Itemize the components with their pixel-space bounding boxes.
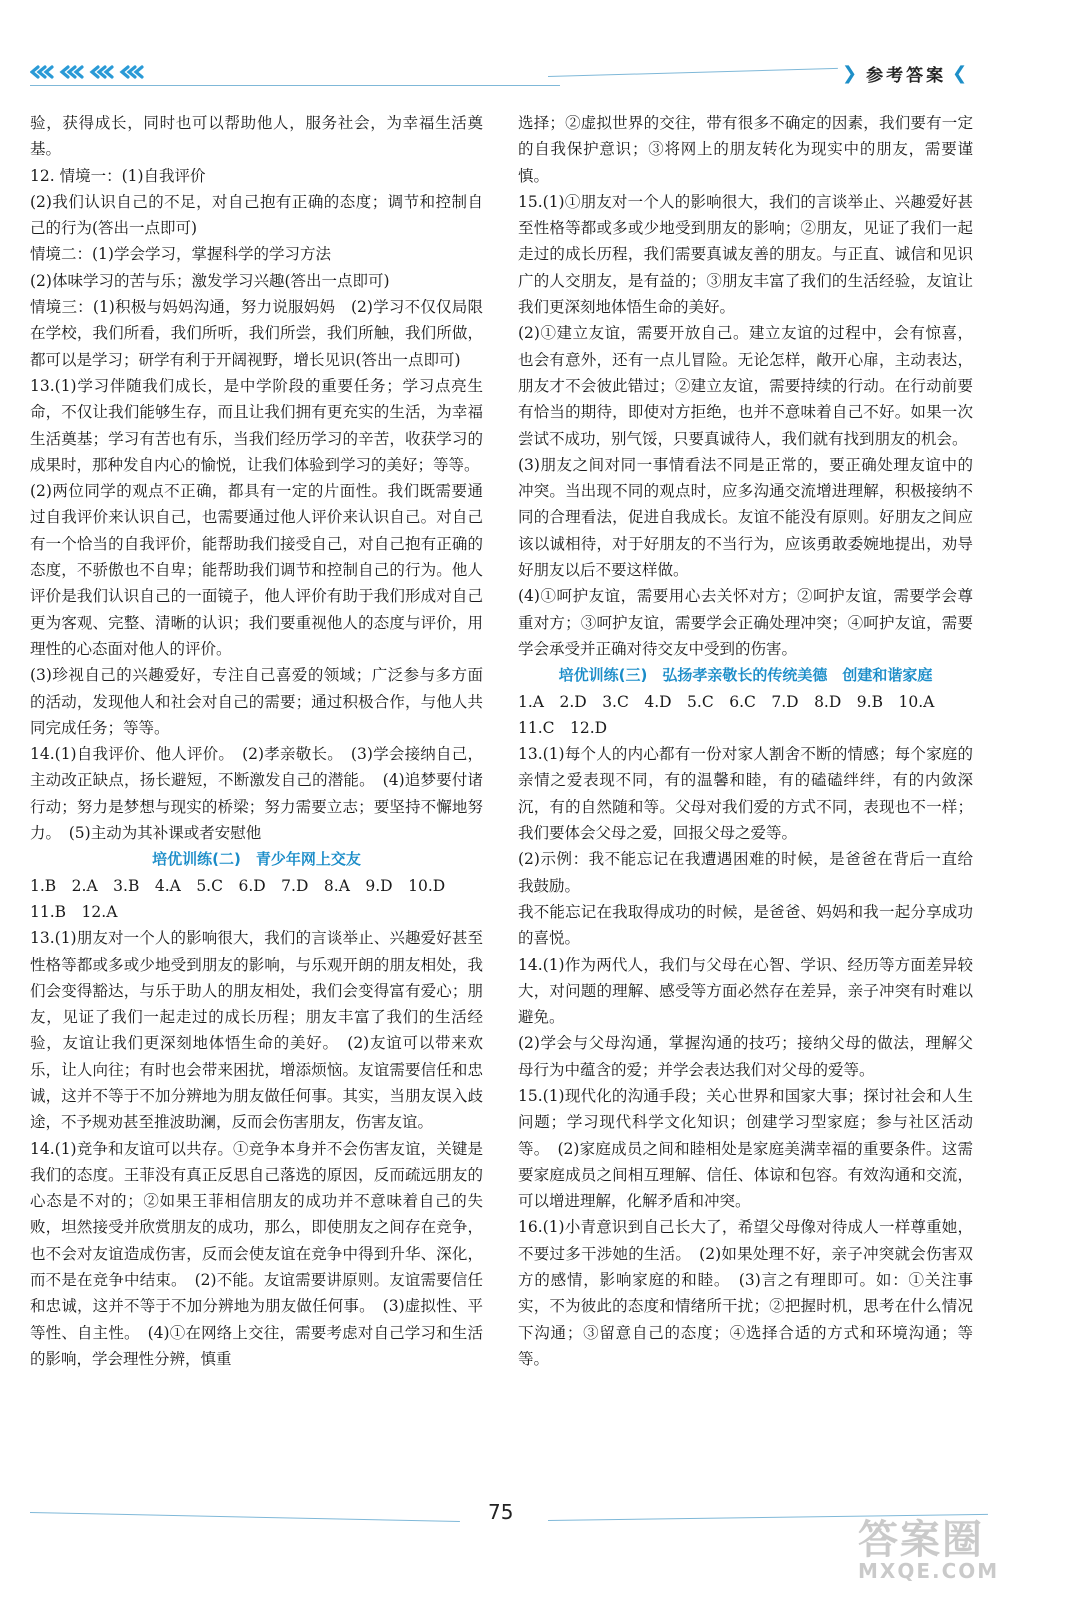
answer-paragraph: 情境三：(1)积极与妈妈沟通，努力说服妈妈 (2)学习不仅仅局限在学校，我们所看，我们所听，我们所尝，我们所触，我们所做，都可以是学习；研学有利于开阔视野，增长见识(答出一点即可) — [30, 298, 483, 369]
answer-paragraph: (2)①建立友谊，需要开放自己。建立友谊的过程中，会有惊喜，也会有意外，还有一点儿冒险。无论怎样，敞开心扉，主动表达，朋友才不会彼此错过；②建立友谊，需要持续的行动。在行动前要有恰当的期待，即使对方拒绝，也并不意味着自己不好。如果一次尝试不成功，别气馁，只要真诚待人，我们就有找到朋友的机会。 — [518, 324, 973, 448]
answer-paragraph: 选择；②虚拟世界的交往，带有很多不确定的因素，我们要有一定的自我保护意识；③将网上的朋友转化为现实中的朋友，需要谨慎。 — [518, 114, 973, 185]
header-rule-left — [30, 85, 560, 86]
header-title-block — [842, 60, 992, 86]
answer-paragraph: 验，获得成长，同时也可以帮助他人，服务社会，为幸福生活奠基。 — [30, 114, 483, 159]
answer-paragraph: (2)我们认识自己的不足，对自己抱有正确的态度；调节和控制自己的行为(答出一点即可) — [30, 192, 483, 238]
choice-answers: 1.A 2.D 3.C 4.D 5.C 6.C 7.D 8.D 9.B 10.A — [518, 692, 935, 711]
answer-paragraph: 16.(1)小青意识到自己长大了，希望父母像对待成人一样尊重她，不要过多干涉她的生活。 (2)如果处理不好，亲子冲突就会伤害双方的感情，影响家庭的和睦。 (3)言之有理即可。如：①关注事实，不为彼此的态度和情绪所干扰；②把握时机，思考在什么情况下沟通；③留意自己的态度；④选择合适的方式和环境沟通；等等。 — [518, 1218, 973, 1368]
watermark-sub-text: MXQE.COM — [858, 1559, 1000, 1583]
answer-paragraph: 13.(1)学习伴随我们成长，是中学阶段的重要任务；学习点亮生命，不仅让我们能够生存，而且让我们拥有更充实的生活，为幸福生活奠基；学习有苦也有乐，当我们经历学习的辛苦，收获学习的成果时，那种发自内心的愉悦，让我们体验到学习的美好；等等。 — [30, 376, 483, 474]
watermark-logo — [858, 1508, 1018, 1588]
choice-answers: 11.C 12.D — [518, 718, 608, 737]
answer-paragraph: 14.(1)作为两代人，我们与父母在心智、学识、经历等方面差异较大，对问题的理解、感受等方面必然存在差异，亲子冲突有时难以避免。 — [518, 955, 973, 1027]
answer-paragraph: (2)两位同学的观点不正确，都具有一定的片面性。我们既需要通过自我评价来认识自己，也需要通过他人评价来认识自己。对自己有一个恰当的自我评价，能帮助我们接受自己，对自己抱有正确的态度，不骄傲也不自卑；能帮助我们调节和控制自己的行为。他人评价是我们认识自己的一面镜子，他人评价有助于我们形成对自己更为客观、完整、清晰的认识；我们要重视他人的态度与评价，用理性的心态面对他人的评价。 — [30, 482, 483, 658]
header-rule-right — [548, 68, 838, 77]
choice-answers: 11.B 12.A — [30, 902, 118, 921]
answer-paragraph: 14.(1)竞争和友谊可以共存。①竞争本身并不会伤害友谊，关键是我们的态度。王菲没有真正反思自己落选的原因，反而疏远朋友的心态是不对的；②如果王菲相信朋友的成功并不意味着自己的失败，坦然接受并欣赏朋友的成功，那么，即使朋友之间存在竞争，也不会对友谊造成伤害，反而会使友谊在竞争中得到升华、深化，而不是在竞争中结束。 (2)不能。友谊需要讲原则。友谊需要信任和忠诚，这并不等于不加分辨地为朋友做任何事。 (3)虚拟性、平等性、自主性。 (4)①在网络上交往，需要考虑对自己学习和生活的影响，学会理性分辨，慎重 — [30, 1139, 483, 1368]
answer-paragraph: 13.(1)每个人的内心都有一份对家人割舍不断的情感；每个家庭的亲情之爱表现不同，有的温馨和睦，有的磕磕绊绊，有的内敛深沉，有的自然随和等。父母对我们爱的方式不同，表现也不一样；我们要体会父母之爱，回报父母之爱等。 — [518, 745, 973, 843]
answer-paragraph: (2)学会与父母沟通，掌握沟通的技巧；接纳父母的做法，理解父母行为中蕴含的爱；并学会表达我们对父母的爱等。 — [518, 1034, 973, 1079]
answer-paragraph: (2)体味学习的苦与乐；激发学习兴趣(答出一点即可) — [30, 271, 390, 290]
chevron-right-icon: ❯ — [842, 62, 861, 84]
answer-paragraph: (3)珍视自己的兴趣爱好，专注自己喜爱的领域；广泛参与多方面的活动，发现他人和社会对自己的需要；通过积极合作，与他人共同完成任务；等等。 — [30, 666, 483, 737]
answer-paragraph: 12. 情境一：(1)自我评价 — [30, 166, 206, 185]
left-column — [30, 110, 483, 1372]
answer-paragraph: 我不能忘记在我取得成功的时候，是爸爸、妈妈和我一起分享成功的喜悦。 — [518, 902, 973, 948]
answer-paragraph: (4)①呵护友谊，需要用心去关怀对方；②呵护友谊，需要学会尊重对方；③呵护友谊，需要学会正确处理冲突；④呵护友谊，需要学会承受并正确对待交友中受到的伤害。 — [518, 587, 973, 658]
chevron-left-icon: ❮ — [952, 62, 971, 84]
answer-paragraph: 15.(1)①朋友对一个人的影响很大，我们的言谈举止、兴趣爱好甚至性格等都或多或少地受到朋友的影响；②朋友，见证了我们一起走过的成长历程，我们需要真诚友善的朋友。与正直、诚信和见识广的人交朋友，是有益的；③朋友丰富了我们的生活经验，友谊让我们更深刻地体悟生命的美好。 — [518, 192, 973, 317]
watermark-main-text: 答案圈 — [858, 1517, 984, 1563]
answer-paragraph: (3)朋友之间对同一事情看法不同是正常的，要正确处理友谊中的冲突。当出现不同的观点时，应多沟通交流增进理解，积极接纳不同的合理看法，促进自我成长。友谊不能没有原则。好朋友之间应该以诚相待，对于好朋友的不当行为，应该勇敢委婉地提出，劝导好朋友以后不要这样做。 — [518, 455, 973, 580]
header-chevrons-decoration — [30, 64, 145, 80]
right-column — [518, 110, 973, 1372]
answer-paragraph: 13.(1)朋友对一个人的影响很大，我们的言谈举止、兴趣爱好甚至性格等都或多或少地受到朋友的影响，与乐观开朗的朋友相处，我们会变得豁达，与乐于助人的朋友相处，我们会变得富有爱心；朋友，见证了我们一起走过的成长历程；朋友丰富了我们的生活经验，友谊让我们更深刻地体悟生命的美好。 (2)友谊可以带来欢乐，让人向往；有时也会带来困扰，增添烦恼。友谊需要信任和忠诚，这并不等于不加分辨地为朋友做任何事。其实，当朋友误入歧途，不予规劝甚至推波助澜，反而会伤害朋友，伤害友谊。 — [30, 929, 483, 1132]
answer-paragraph: (2)示例：我不能忘记在我遭遇困难的时候，是爸爸在背后一直给我鼓励。 — [518, 850, 973, 895]
answer-paragraph: 情境二：(1)学会学习，掌握科学的学习方法 — [30, 245, 331, 264]
choice-answers: 1.B 2.A 3.B 4.A 5.C 6.D 7.D 8.A 9.D 10.D — [30, 876, 446, 895]
section-heading: 培优训练(三) 弘扬孝亲敬长的传统美德 创建和谐家庭 — [558, 666, 933, 685]
answer-paragraph: 15.(1)现代化的沟通手段；关心世界和国家大事；探讨社会和人生问题；学习现代科学文化知识；创建学习型家庭；参与社区活动等。 (2)家庭成员之间和睦相处是家庭美满幸福的重要条件。这需要家庭成员之间相互理解、信任、体谅和包容。有效沟通和交流，可以增进理解，化解矛盾和冲突。 — [518, 1086, 973, 1211]
section-heading: 培优训练(二) 青少年网上交友 — [152, 850, 361, 869]
page-number: 75 — [488, 1500, 514, 1524]
answer-paragraph: 14.(1)自我评价、他人评价。 (2)孝亲敬长。 (3)学会接纳自己，主动改正缺点，扬长避短，不断激发自己的潜能。 (4)追梦要付诸行动；努力是梦想与现实的桥梁；努力需要立志；要坚持不懈地努力。 (5)主动为其补课或者安慰他 — [30, 745, 483, 843]
header-title: 参考答案 — [866, 65, 947, 86]
footer-rule-left — [30, 1512, 460, 1522]
